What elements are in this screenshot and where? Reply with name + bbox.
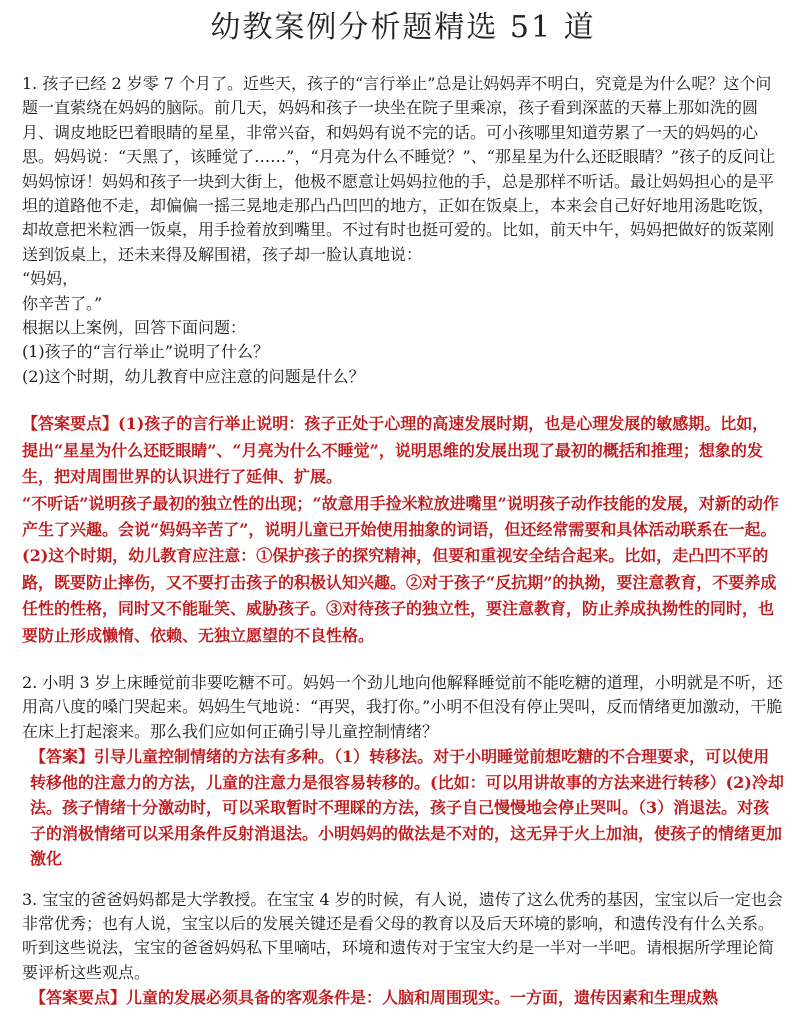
page-title: 幼教案例分析题精选 51 道: [210, 10, 596, 45]
question-1-answer: [22, 411, 784, 649]
question-3-answer: [22, 985, 784, 1011]
question-1-quote-line-2: 你辛苦了。”: [22, 293, 103, 313]
question-1-body: 1. 孩子已经 2 岁零 7 个月了。近些天，孩子的“言行举止”总是让妈妈弄不明白，究竟是为什么呢？这个问题一直萦绕在妈妈的脑际。前几天，妈妈和孩子一块坐在院子里乘凉，孩子看到深蓝的天幕上那如洗的圆月、调皮地眨巴着眼睛的星星，非常兴奋，和妈妈有说不完的话。可小孩哪里知道劳累了一天的妈妈的心思。妈妈说：“天黑了，该睡觉了……”，“月亮为什么不睡觉？”、“那星星为什么还眨眼睛？”孩子的反问让妈妈惊讶！妈妈和孩子一块到大街上，他极不愿意让妈妈拉他的手，总是那样不听话。最让妈妈担心的是平坦的道路他不走，却偏偏一摇三晃地走那凸凸凹凹的地方，正如在饭桌上，本来会自己好好地用汤匙吃饭，却故意把米粒洒一饭桌，用手捡着放到嘴里。不过有时也挺可爱的。比如，前天中午，妈妈把做好的饭菜刚送到饭桌上，还未来得及解围裙，孩子却一脸认真地说：: [22, 74, 776, 264]
question-1-sub-1: (1)孩子的“言行举止”说明了什么？: [22, 342, 270, 362]
question-2-body: 2. 小明 3 岁上床睡觉前非要吃糖不可。妈妈一个劲儿地向他解释睡觉前不能吃糖的道理，小明就是不听，还用高八度的嗓门哭起来。妈妈生气地说：“再哭，我打你。”小明不但没有停止哭叫，反而情绪更加激动，干脆在床上打起滚来。那么我们应如何正确引导儿童控制情绪？: [22, 672, 783, 741]
question-3-answer-text: 【答案要点】儿童的发展必须具备的客观条件是：人脑和周围现实。一方面，遗传因素和生理成熟: [30, 988, 719, 1008]
question-1-answer-part-1: 【答案要点】(1)孩子的言行举止说明：孩子正处于心理的高速发展时期，也是心理发展的敏感期。比如，提出“星星为什么还眨眼睛”、“月亮为什么不睡觉”，说明思维的发展出现了最初的概括和推理；想象的发生，把对周围世界的认识进行了延伸、扩展。: [22, 414, 769, 487]
question-2-answer-text: 【答案】引导儿童控制情绪的方法有多种。（1）转移法。对于小明睡觉前想吃糖的不合理要求，可以使用转移他的注意力的方法，儿童的注意力是很容易转移的。(比如：可以用讲故事的方法来进行转移）(2)冷却法。孩子情绪十分激动时，可以采取暂时不理睬的方法，孩子自己慢慢地会停止哭叫。（3）消退法。对孩子的消极情绪可以采用条件反射消退法。小明妈妈的做法是不对的，这无异于火上加油，使孩子的情绪更加激化: [30, 747, 784, 869]
question-2: [22, 671, 784, 872]
question-1-sub-2: (2)这个时期，幼儿教育中应注意的问题是什么？: [22, 366, 365, 386]
question-1-answer-part-3: (2)这个时期，幼儿教育应注意：①保护孩子的探究精神，但要和重视安全结合起来。比如，走凸凹不平的路，既要防止摔伤，又不要打击孩子的积极认知兴趣。②对于孩子“反抗期”的执拗，要注意教育，不要养成任性的性格，同时又不能耻笑、威胁孩子。③对待孩子的独立性，要注意教育，防止养成执拗性的同时，也要防止形成懒惰、依赖、无独立愿望的不良性格。: [22, 546, 777, 645]
question-2-answer: [22, 744, 784, 872]
question-3-body: 3. 宝宝的爸爸妈妈都是大学教授。在宝宝 4 岁的时候，有人说，遗传了这么优秀的基因，宝宝以后一定也会非常优秀；也有人说，宝宝以后的发展关键还是看父母的教育以及后天环境的影响，和遗传没有什么关系。听到这些说法，宝宝的爸爸妈妈私下里嘀咕，环境和遗传对于宝宝大约是一半对一半吧。请根据所学理论简要评析这些观点。: [22, 889, 783, 982]
question-3: [22, 888, 784, 1012]
question-1: [22, 72, 784, 649]
question-1-quote-line-1: “妈妈，: [22, 269, 79, 289]
question-1-prompt: 根据以上案例，回答下面问题：: [22, 318, 247, 338]
question-1-answer-part-2: “不听话”说明孩子最初的独立性的出现；“故意用手捡米粒放进嘴里”说明孩子动作技能的发展，对新的动作产生了兴趣。会说“妈妈辛苦了”，说明儿童已开始使用抽象的词语，但还经常需要和具体活动联系在一起。: [22, 493, 779, 539]
